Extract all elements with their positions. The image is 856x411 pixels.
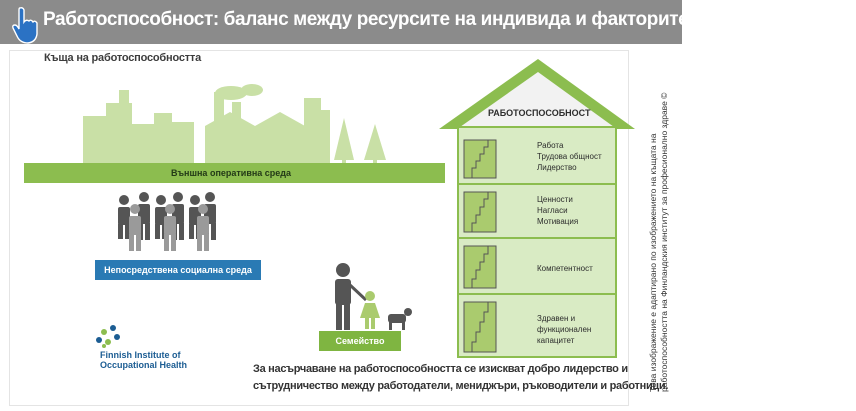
fioh-logo-icon xyxy=(96,325,120,348)
floor-1-text: Работа Трудова общност Лидерство xyxy=(537,141,602,172)
side-credit-note: Това изображение е адаптирано по изображението на къщата на работоспособността на Финландския институт за професионално здраве © xyxy=(648,92,669,392)
family-label: Семейство xyxy=(319,331,401,351)
floor-3-text: Компетентност xyxy=(537,264,593,273)
social-environment-label: Непосредствена социална среда xyxy=(95,260,261,280)
caption: За насърчаване на работоспособността се изискват добро лидерство и сътрудничество между работодатели, мениджъри, ръководители и работници. xyxy=(253,363,669,392)
city-skyline xyxy=(83,84,386,164)
page-title: Работоспособност: баланс между ресурсите на индивида и факторите, свързани с труда xyxy=(43,9,856,30)
fioh-logo-text: Finnish Institute of Occupational Health xyxy=(100,350,188,370)
house-roof-label: РАБОТОСПОСОБНОСТ xyxy=(488,108,591,118)
family-icon xyxy=(335,263,412,330)
diagram-subtitle: Къща на работоспособността xyxy=(44,52,202,64)
external-environment-label: Външна оперативна среда xyxy=(171,168,292,178)
floor-2-text: Ценности Нагласи Мотивация xyxy=(537,195,579,226)
floor-4-text: Здравен и функционален капацитет xyxy=(537,314,592,345)
